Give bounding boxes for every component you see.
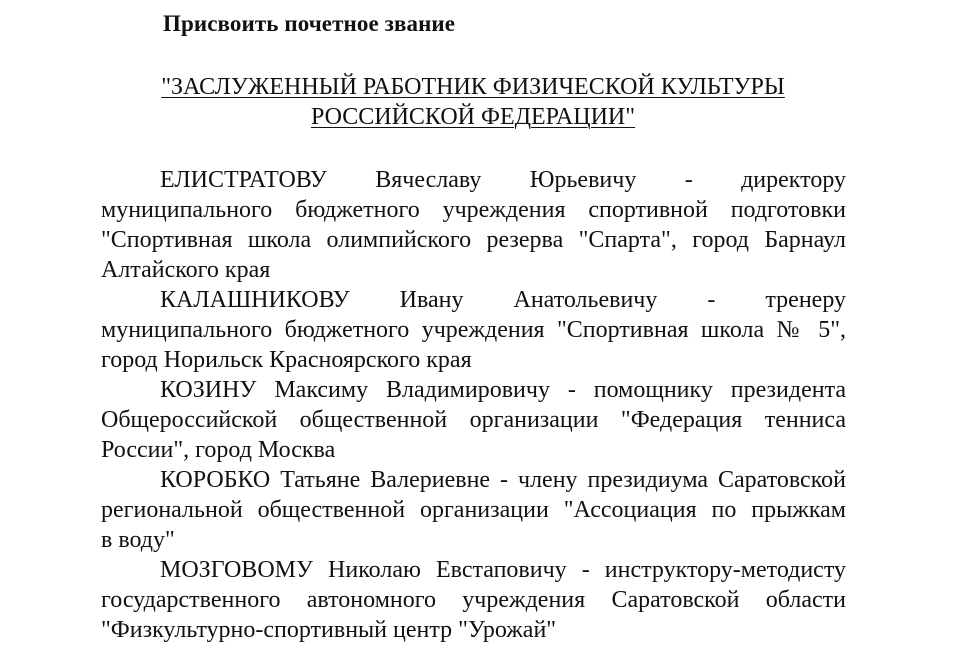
entry-line: государственного автономного учреждения Саратовской области: [101, 587, 846, 613]
entry-line: МОЗГОВОМУ Николаю Евстаповичу - инструктору-методисту: [160, 557, 846, 583]
entry-line: региональной общественной организации "Ассоциация по прыжкам: [101, 497, 846, 523]
awardee-entry: [101, 465, 846, 555]
awardee-list: [101, 165, 846, 645]
entry-line: КОЗИНУ Максиму Владимировичу - помощнику президента: [160, 377, 846, 403]
awardee-entry: [101, 165, 846, 285]
awardee-entry: [101, 555, 846, 645]
honorary-title-line-2: РОССИЙСКОЙ ФЕДЕРАЦИИ": [310, 104, 636, 130]
entry-line: муниципального бюджетного учреждения "Спортивная школа № 5",: [101, 317, 846, 343]
entry-line: ЕЛИСТРАТОВУ Вячеславу Юрьевичу - директору: [160, 167, 846, 193]
entry-line: КОРОБКО Татьяне Валериевне - члену президиума Саратовской: [160, 467, 846, 493]
honorary-title-line-1: "ЗАСЛУЖЕННЫЙ РАБОТНИК ФИЗИЧЕСКОЙ КУЛЬТУРЫ: [161, 74, 785, 100]
document-heading: Присвоить почетное звание: [163, 11, 456, 36]
entry-line: Общероссийской общественной организации "Федерация тенниса: [101, 407, 846, 433]
entry-line: "Физкультурно-спортивный центр "Урожай": [101, 617, 557, 643]
awardee-entry: [101, 285, 846, 375]
awardee-entry: [101, 375, 846, 465]
entry-line: КАЛАШНИКОВУ Ивану Анатольевичу - тренеру: [160, 287, 846, 313]
entry-line: муниципального бюджетного учреждения спортивной подготовки: [101, 197, 846, 223]
entry-line: России", город Москва: [101, 437, 336, 463]
entry-line: "Спортивная школа олимпийского резерва "Спарта", город Барнаул: [101, 227, 846, 253]
entry-line: Алтайского края: [101, 257, 271, 283]
entry-line: город Норильск Красноярского края: [101, 347, 472, 373]
entry-line: в воду": [101, 527, 175, 553]
